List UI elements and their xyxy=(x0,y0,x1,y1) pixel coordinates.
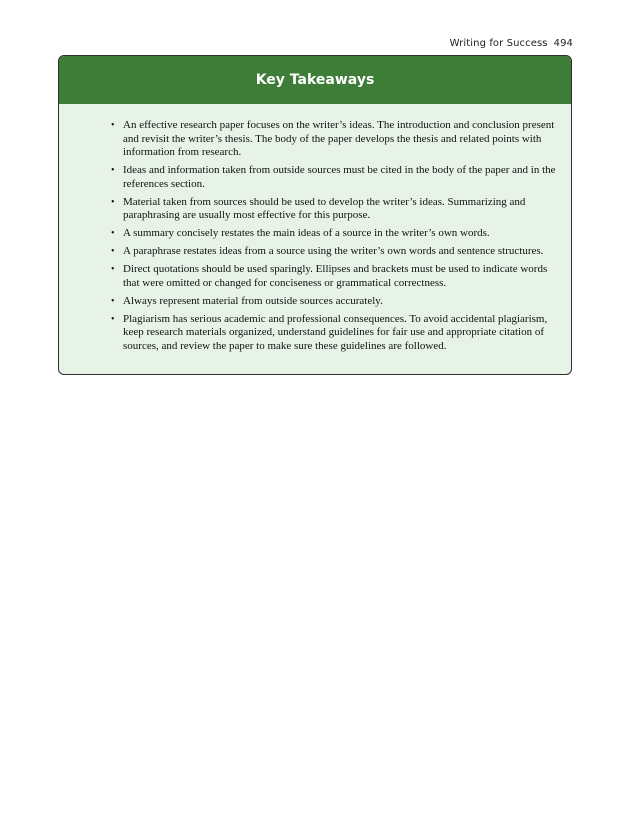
bullet-icon: • xyxy=(111,246,115,257)
list-item-text: A summary concisely restates the main ideas of a source in the writer’s own words. xyxy=(123,227,490,239)
list-item xyxy=(111,227,559,241)
page-number: 494 xyxy=(553,38,573,49)
list-item-text: Material taken from sources should be used to develop the writer’s ideas. Summarizing and paraphrasing are usually most effective for this purpose. xyxy=(123,195,526,221)
list-item xyxy=(111,313,559,354)
list-item-text: Always represent material from outside sources accurately. xyxy=(123,294,383,307)
bullet-icon: • xyxy=(111,120,115,131)
list-item-text: Plagiarism has serious academic and professional consequences. To avoid accidental plagiarism, keep research materials organized, understand guidelines for fair use and appropriate citation of sources, and review the paper to make sure these guidelines are followed. xyxy=(123,312,548,352)
key-takeaways-title: Key Takeaways xyxy=(255,72,375,88)
list-item xyxy=(111,263,559,290)
list-item-text: Direct quotations should be used sparingly. Ellipses and brackets must be used to indicate words that were omitted or changed for conciseness or grammatical correctness. xyxy=(123,263,548,289)
running-header xyxy=(450,38,573,49)
list-item xyxy=(111,164,559,191)
book-title: Writing for Success xyxy=(449,38,548,49)
bullet-icon: • xyxy=(111,228,115,239)
bullet-icon: • xyxy=(111,165,115,176)
list-item-text: Ideas and information taken from outside sources must be cited in the body of the paper and in the references section. xyxy=(123,164,556,190)
bullet-icon: • xyxy=(111,264,115,275)
key-takeaways-box xyxy=(58,55,572,375)
list-item xyxy=(111,245,559,259)
key-takeaways-header xyxy=(59,56,571,104)
list-item xyxy=(111,196,559,223)
takeaway-list xyxy=(59,104,571,353)
list-item xyxy=(111,119,559,160)
bullet-icon: • xyxy=(111,196,115,208)
bullet-icon: • xyxy=(111,295,115,307)
list-item-text: A paraphrase restates ideas from a source using the writer’s own words and sentence structures. xyxy=(123,245,544,257)
list-item xyxy=(111,295,559,309)
list-item-text: An effective research paper focuses on the writer’s ideas. The introduction and conclusion present and revisit the writer’s thesis. The body of the paper develops the thesis and related points with information from research. xyxy=(123,119,555,158)
bullet-icon: • xyxy=(111,313,115,325)
